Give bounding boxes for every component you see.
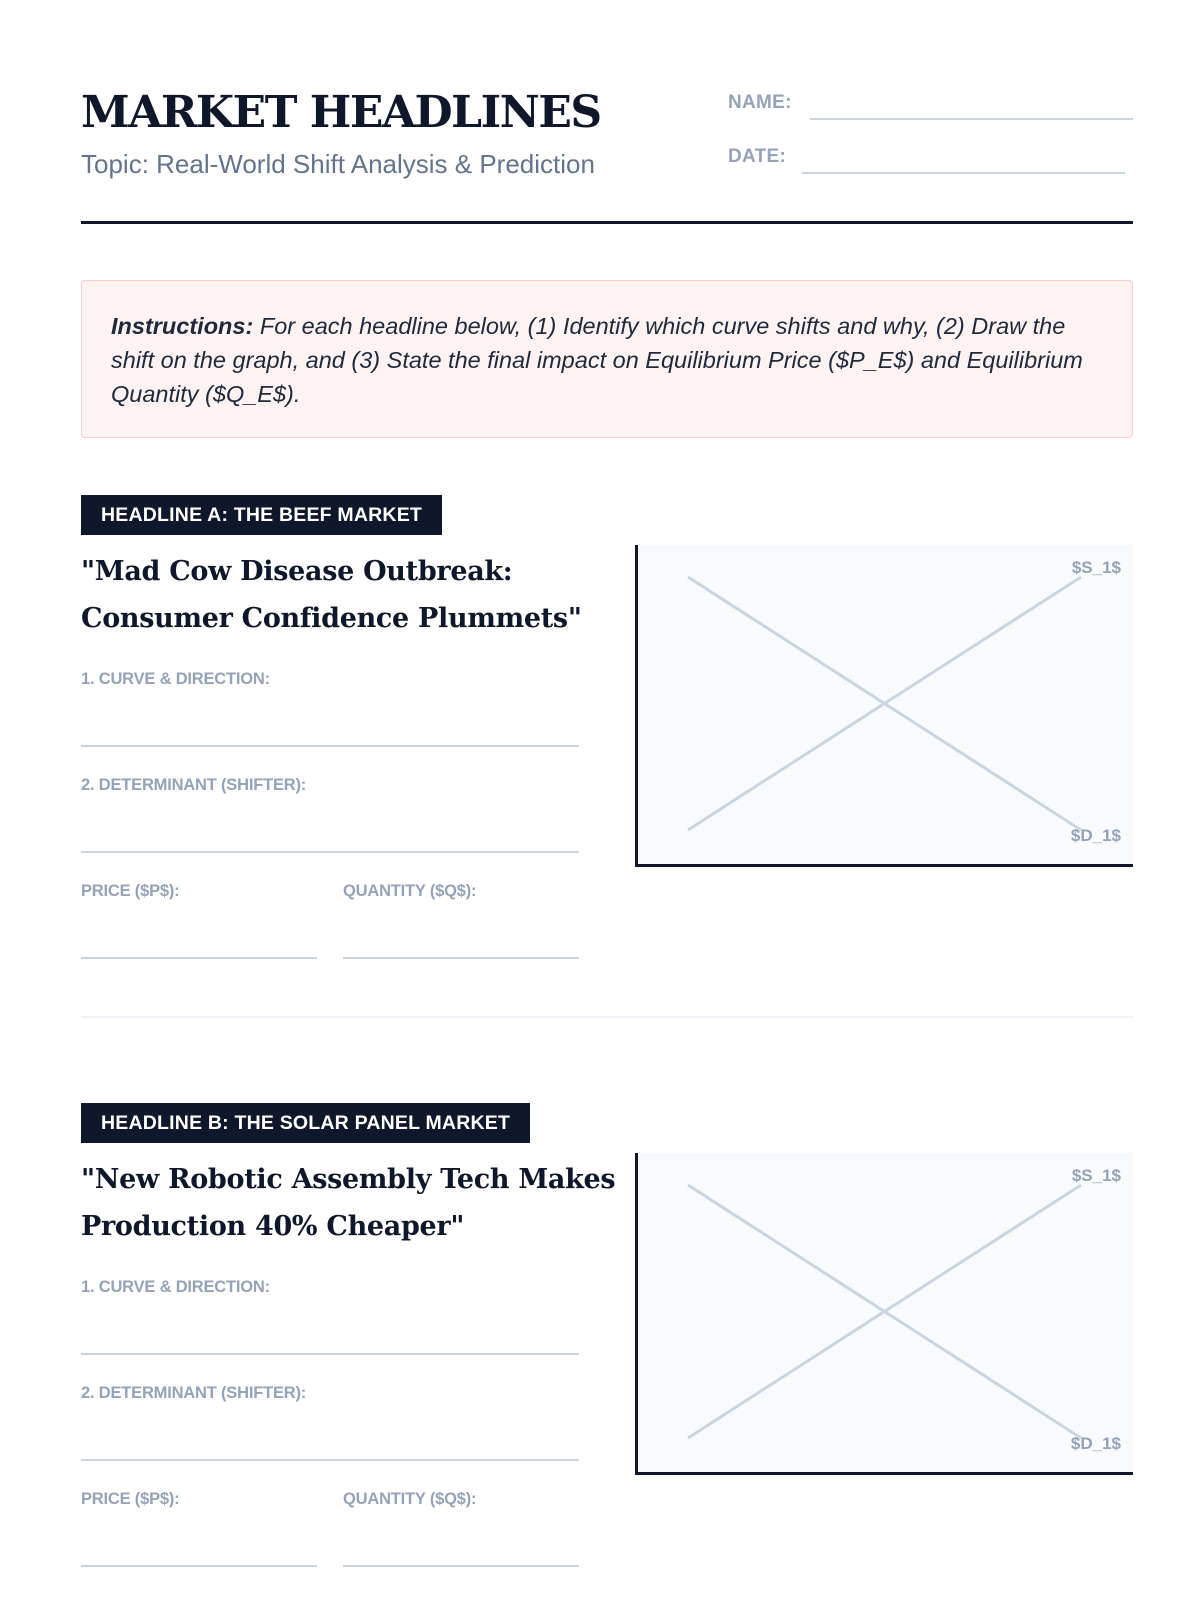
demand-curve-label: $D_1$ xyxy=(1070,1434,1121,1453)
headline-section-b xyxy=(81,1103,1133,1573)
name-label: NAME: xyxy=(728,92,792,113)
determinant-label: 2. DETERMINANT (SHIFTER): xyxy=(81,1384,307,1402)
date-field[interactable] xyxy=(728,144,1133,174)
headline-section-a xyxy=(81,495,1133,965)
date-input-line[interactable] xyxy=(802,172,1125,174)
section-divider xyxy=(81,1016,1133,1018)
supply-curve-label: $S_1$ xyxy=(1071,1166,1121,1185)
curve-direction-label: 1. CURVE & DIRECTION: xyxy=(81,670,270,688)
curve-direction-label: 1. CURVE & DIRECTION: xyxy=(81,1278,270,1296)
instructions-box xyxy=(81,280,1133,438)
headline-quote: "Mad Cow Disease Outbreak: Consumer Confidence Plummets" xyxy=(81,556,582,634)
date-label: DATE: xyxy=(728,146,787,167)
quantity-label: QUANTITY ($Q$): xyxy=(343,1490,477,1508)
supply-demand-graph[interactable] xyxy=(635,545,1133,867)
page-title: MARKET HEADLINES xyxy=(81,87,601,138)
quantity-answer-line[interactable] xyxy=(343,1565,579,1567)
instructions-text: For each headline below, (1) Identify which curve shifts and why, (2) Draw the shift on the graph, and (3) State the final impact on Equilibrium Price ($P_E$) and Equilibrium Quantity ($Q_E$). xyxy=(111,313,1083,407)
name-field[interactable] xyxy=(728,90,1133,120)
graph-canvas[interactable] xyxy=(638,1153,1133,1472)
headline-quote: "New Robotic Assembly Tech Makes Production 40% Cheaper" xyxy=(81,1164,616,1242)
price-answer-line[interactable] xyxy=(81,1565,317,1567)
headline-badge: HEADLINE B: THE SOLAR PANEL MARKET xyxy=(81,1103,530,1143)
instructions-lead: Instructions: xyxy=(111,313,254,339)
graph-canvas[interactable] xyxy=(638,545,1133,864)
curve-direction-answer-line[interactable] xyxy=(81,745,579,747)
quantity-label: QUANTITY ($Q$): xyxy=(343,882,477,900)
determinant-answer-line[interactable] xyxy=(81,1459,579,1461)
price-answer-line[interactable] xyxy=(81,957,317,959)
worksheet-header xyxy=(81,84,1133,224)
determinant-answer-line[interactable] xyxy=(81,851,579,853)
headline-badge: HEADLINE A: THE BEEF MARKET xyxy=(81,495,442,535)
supply-curve-label: $S_1$ xyxy=(1071,558,1121,577)
demand-curve-label: $D_1$ xyxy=(1070,826,1121,845)
header-divider xyxy=(81,221,1133,224)
name-input-line[interactable] xyxy=(810,118,1133,120)
determinant-label: 2. DETERMINANT (SHIFTER): xyxy=(81,776,307,794)
page-subtitle: Topic: Real-World Shift Analysis & Prediction xyxy=(81,149,595,179)
curve-direction-answer-line[interactable] xyxy=(81,1353,579,1355)
price-label: PRICE ($P$): xyxy=(81,1490,180,1508)
supply-demand-graph[interactable] xyxy=(635,1153,1133,1475)
quantity-answer-line[interactable] xyxy=(343,957,579,959)
price-label: PRICE ($P$): xyxy=(81,882,180,900)
